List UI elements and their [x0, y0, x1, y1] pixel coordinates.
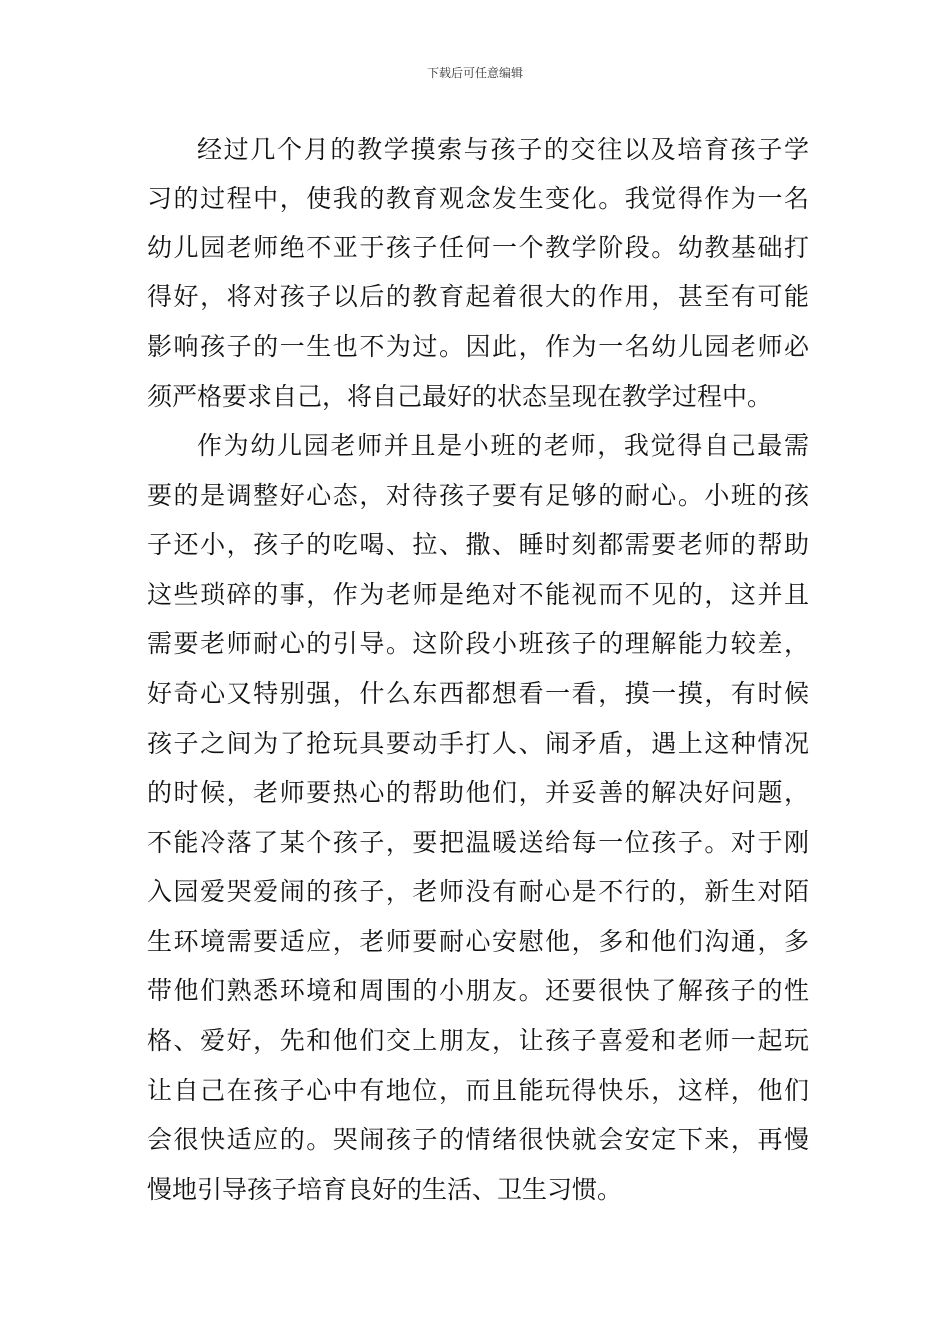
paragraph-2-line-11: 生环境需要适应，老师要耐心安慰他，多和他们沟通，多 — [147, 927, 809, 956]
paragraph-2-line-4: 这些琐碎的事，作为老师是绝对不能视而不见的，这并且 — [147, 580, 809, 609]
paragraph-2-line-14: 让自己在孩子心中有地位，而且能玩得快乐，这样，他们 — [147, 1076, 809, 1105]
paragraph-2-line-7: 孩子之间为了抢玩具要动手打人、闹矛盾，遇上这种情况 — [147, 729, 809, 758]
paragraph-2-line-8: 的时候，老师要热心的帮助他们，并妥善的解决好问题， — [147, 778, 809, 807]
paragraph-1-line-4: 得好，将对孩子以后的教育起着很大的作用，甚至有可能 — [147, 282, 809, 311]
paragraph-1-line-5: 影响孩子的一生也不为过。因此，作为一名幼儿园老师必 — [147, 332, 809, 361]
paragraph-1-line-3: 幼儿园老师绝不亚于孩子任何一个教学阶段。幼教基础打 — [147, 233, 809, 262]
paragraph-1-line-6: 须严格要求自己，将自己最好的状态呈现在教学过程中。 — [147, 382, 773, 411]
paragraph-1-line-1: 经过几个月的教学摸索与孩子的交往以及培育孩子学 — [197, 135, 809, 164]
paragraph-2-line-15: 会很快适应的。哭闹孩子的情绪很快就会安定下来，再慢 — [147, 1125, 809, 1154]
paragraph-2-line-5: 需要老师耐心的引导。这阶段小班孩子的理解能力较差， — [147, 629, 809, 658]
paragraph-2-line-1: 作为幼儿园老师并且是小班的老师，我觉得自己最需 — [197, 431, 809, 460]
page-header: 下载后可任意编辑 — [426, 66, 523, 80]
paragraph-2-line-3: 子还小，孩子的吃喝、拉、撒、睡时刻都需要老师的帮助 — [147, 530, 809, 559]
paragraph-2-line-13: 格、爱好，先和他们交上朋友，让孩子喜爱和老师一起玩 — [147, 1026, 809, 1055]
paragraph-2-line-9: 不能冷落了某个孩子，要把温暖送给每一位孩子。对于刚 — [147, 828, 809, 857]
paragraph-2-line-16: 慢地引导孩子培育良好的生活、卫生习惯。 — [147, 1175, 623, 1204]
paragraph-1-line-2: 习的过程中，使我的教育观念发生变化。我觉得作为一名 — [147, 184, 809, 213]
paragraph-2-line-12: 带他们熟悉环境和周围的小朋友。还要很快了解孩子的性 — [147, 976, 809, 1005]
paragraph-2-line-6: 好奇心又特别强，什么东西都想看一看，摸一摸，有时候 — [147, 679, 809, 708]
paragraph-2-line-10: 入园爱哭爱闹的孩子，老师没有耐心是不行的，新生对陌 — [147, 877, 809, 906]
paragraph-2-line-2: 要的是调整好心态，对待孩子要有足够的耐心。小班的孩 — [147, 481, 809, 510]
